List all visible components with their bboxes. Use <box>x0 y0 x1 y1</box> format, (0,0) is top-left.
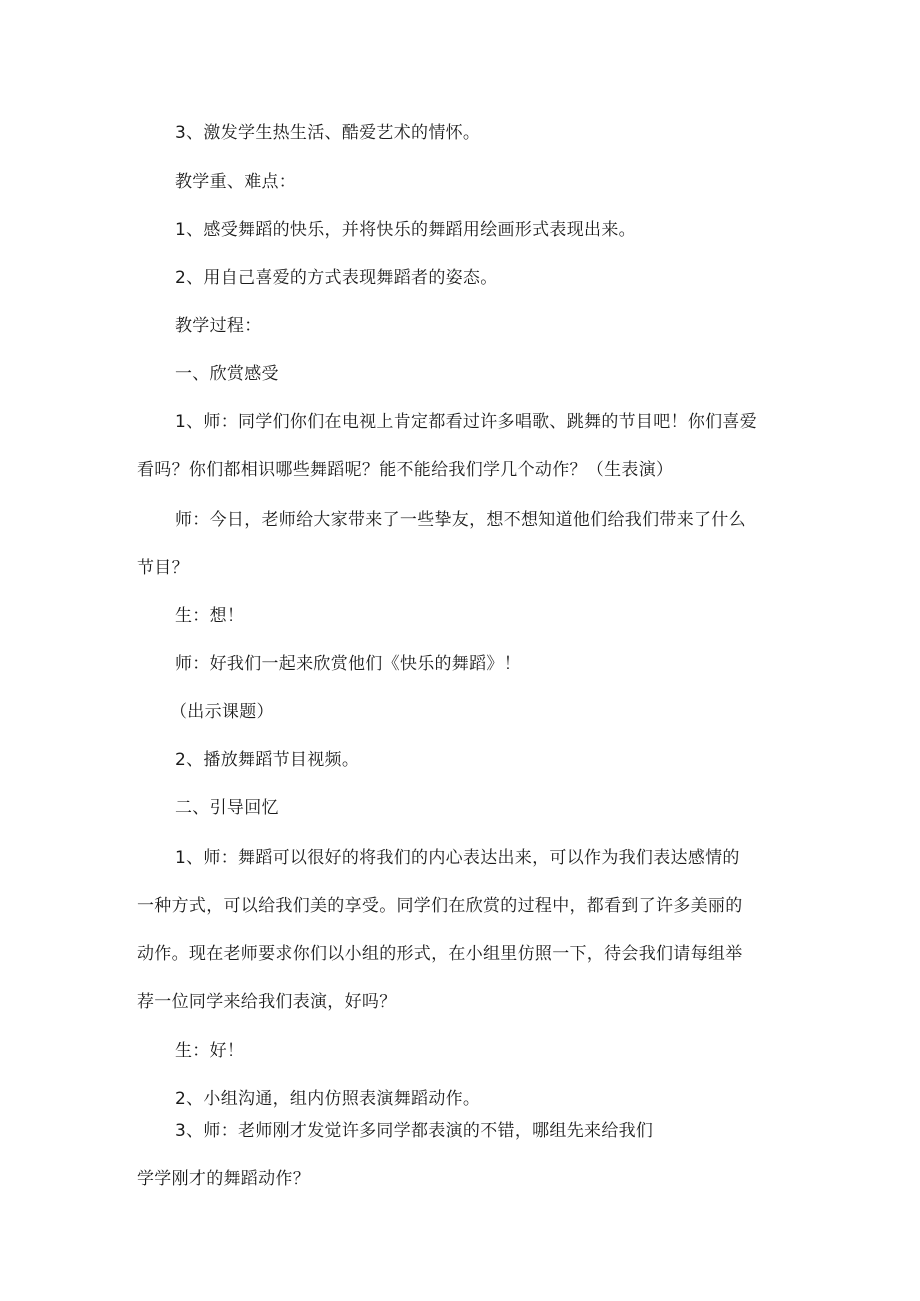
paragraph-key-point-2: 2、用自己喜爱的方式表现舞蹈者的姿态。 <box>175 268 498 288</box>
paragraph-line: （出示课题） <box>170 702 274 722</box>
paragraph-line: 生：想！ <box>175 606 245 626</box>
paragraph-line: 师：今日，老师给大家带来了一些挚友，想不想知道他们给我们带来了什么 <box>175 510 746 530</box>
paragraph-goal-3: 3、激发学生热生活、酷爱艺术的情怀。 <box>175 123 481 143</box>
paragraph-line: 1、师：舞蹈可以很好的将我们的内心表达出来，可以作为我们表达感情的 <box>175 848 740 868</box>
heading-process: 教学过程： <box>175 316 262 336</box>
paragraph-line: 一种方式，可以给我们美的享受。同学们在欣赏的过程中，都看到了许多美丽的 <box>137 896 743 916</box>
paragraph-line: 动作。现在老师要求你们以小组的形式，在小组里仿照一下，待会我们请每组举 <box>137 944 743 964</box>
paragraph-key-point-1: 1、感受舞蹈的快乐，并将快乐的舞蹈用绘画形式表现出来。 <box>175 220 636 240</box>
paragraph-line: 师：好我们一起来欣赏他们《快乐的舞蹈》！ <box>175 654 521 674</box>
paragraph-line: 1、师：同学们你们在电视上肯定都看过许多唱歌、跳舞的节目吧！你们喜爱 <box>175 412 758 432</box>
section-heading-2: 二、引导回忆 <box>175 798 279 818</box>
heading-key-points: 教学重、难点： <box>175 172 297 192</box>
paragraph-line: 看吗？你们都相识哪些舞蹈呢？能不能给我们学几个动作？（生表演） <box>137 460 674 480</box>
paragraph-line: 学学刚才的舞蹈动作？ <box>137 1169 310 1189</box>
paragraph-line: 生：好！ <box>175 1041 245 1061</box>
paragraph-line: 2、小组沟通，组内仿照表演舞蹈动作。 <box>175 1089 481 1109</box>
paragraph-line: 节目？ <box>137 558 189 578</box>
paragraph-line: 2、播放舞蹈节目视频。 <box>175 750 360 770</box>
paragraph-line: 3、师：老师刚才发觉许多同学都表演的不错，哪组先来给我们 <box>175 1121 654 1141</box>
section-heading-1: 一、欣赏感受 <box>175 364 279 384</box>
paragraph-line: 荐一位同学来给我们表演，好吗？ <box>137 992 397 1012</box>
